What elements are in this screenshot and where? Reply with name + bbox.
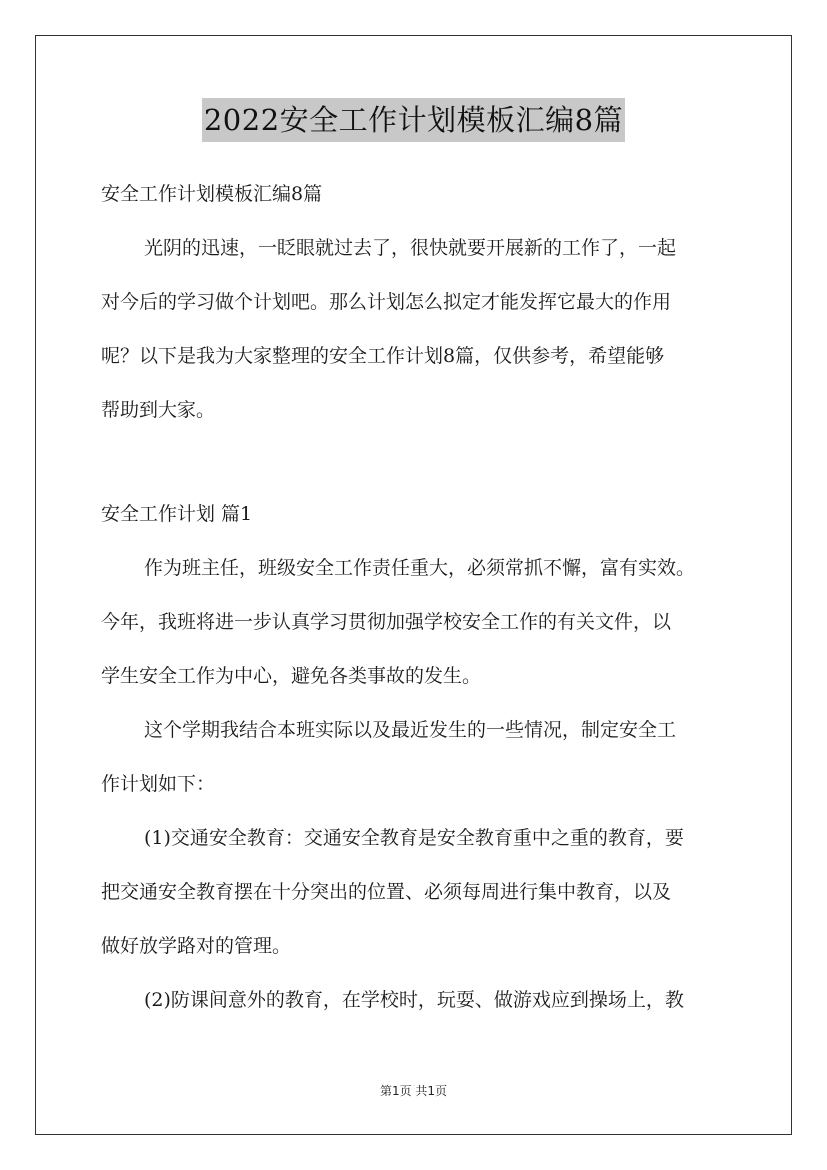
paragraph-line: (2)防课间意外的教育，在学校时，玩耍、做游戏应到操场上，教 bbox=[144, 989, 684, 1011]
section-heading: 安全工作计划 篇1 bbox=[101, 503, 253, 525]
spacer bbox=[101, 442, 741, 492]
subtitle: 安全工作计划模板汇编8篇 bbox=[101, 183, 323, 205]
document-title: 2022安全工作计划模板汇编8篇 bbox=[202, 98, 625, 142]
paragraph-line: 作计划如下： bbox=[101, 773, 216, 795]
intro-line: 呢？以下是我为大家整理的安全工作计划8篇，仅供参考，希望能够 bbox=[101, 345, 665, 367]
intro-line: 光阴的迅速，一眨眼就过去了，很快就要开展新的工作了，一起 bbox=[144, 237, 677, 259]
paragraph-line: 做好放学路对的管理。 bbox=[101, 935, 292, 957]
document-body bbox=[101, 172, 741, 1032]
paragraph-line: 把交通安全教育摆在十分突出的位置、必须每周进行集中教育，以及 bbox=[101, 881, 672, 903]
paragraph-line: 作为班主任，班级安全工作责任重大，必须常抓不懈，富有实效。 bbox=[144, 557, 696, 579]
paragraph-line: 今年，我班将进一步认真学习贯彻加强学校安全工作的有关文件，以 bbox=[101, 611, 672, 633]
intro-line: 帮助到大家。 bbox=[101, 399, 216, 421]
paragraph-line: (1)交通安全教育：交通安全教育是安全教育重中之重的教育，要 bbox=[144, 827, 684, 849]
paragraph-line: 学生安全工作为中心，避免各类事故的发生。 bbox=[101, 665, 482, 687]
title-container bbox=[0, 98, 827, 142]
page-footer: 第1页 共1页 bbox=[379, 1084, 448, 1098]
intro-line: 对今后的学习做个计划吧。那么计划怎么拟定才能发挥它最大的作用 bbox=[101, 291, 672, 313]
paragraph-line: 这个学期我结合本班实际以及最近发生的一些情况，制定安全工 bbox=[144, 719, 677, 741]
